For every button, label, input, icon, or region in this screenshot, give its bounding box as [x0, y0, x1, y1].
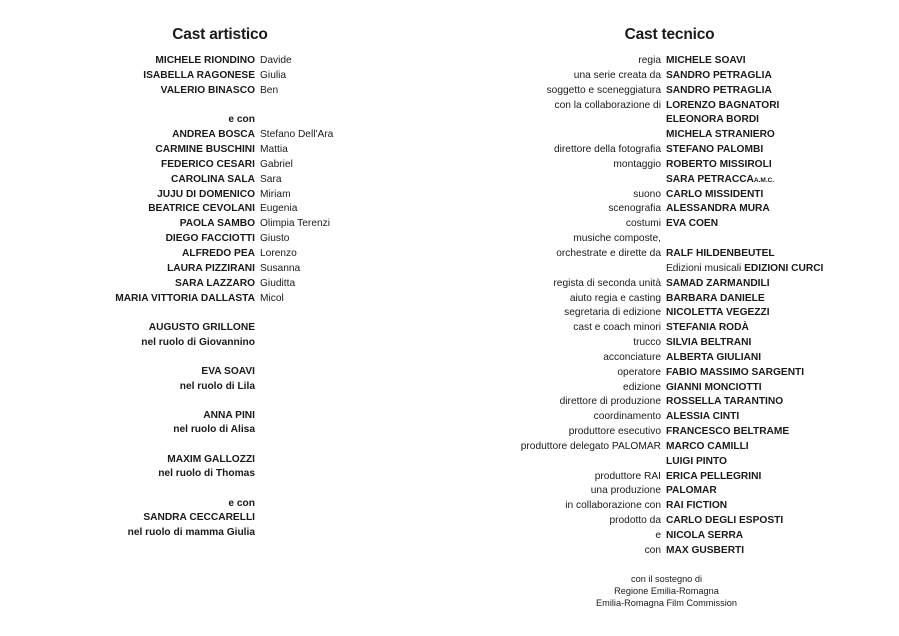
actor-name: MARIA VITTORIA DALLASTA: [115, 292, 255, 304]
crew-name-text: MARCO CAMILLI: [666, 440, 749, 452]
actor-name: MAXIM GALLOZZI: [167, 453, 255, 465]
crew-name: [666, 336, 899, 351]
cast-row: [0, 143, 440, 158]
crew-row: [440, 425, 899, 440]
cast-row: [0, 277, 440, 292]
crew-role: una produzione: [590, 485, 661, 497]
character-name: Stefano Dell'Ara: [260, 129, 334, 141]
crew-role: [440, 173, 666, 188]
crew-row: [440, 366, 899, 381]
crew-name: [666, 351, 899, 366]
crew-row: [440, 440, 899, 455]
character-name: Susanna: [260, 262, 301, 274]
cast-row: [0, 292, 440, 307]
crew-role: coordinamento: [593, 411, 661, 423]
crew-name: [666, 99, 899, 114]
crew-name: [666, 292, 899, 307]
crew-name-text: SANDRO PETRAGLIA: [666, 84, 772, 96]
crew-name: [666, 425, 899, 440]
character-role: nel ruolo di Lila: [179, 380, 255, 392]
special-credit: [0, 321, 255, 350]
character-name: Ben: [260, 84, 279, 96]
crew-role: con: [644, 544, 661, 556]
crew-role: scenografia: [608, 203, 661, 215]
crew-role: acconciature: [603, 351, 661, 363]
crew-name: [666, 321, 899, 336]
crew-name: [666, 232, 899, 247]
cast-row: [0, 173, 440, 188]
crew-role: prodotto da: [609, 515, 661, 527]
crew-row: [440, 202, 899, 217]
crew-row: [440, 529, 899, 544]
actor-name: DIEGO FACCIOTTI: [165, 233, 255, 245]
crew-row: [440, 499, 899, 514]
support-line: Emilia-Romagna Film Commission: [596, 598, 737, 609]
crew-name-text: ALESSANDRA MURA: [666, 203, 770, 215]
character-name: Eugenia: [260, 203, 298, 215]
actor-name: EVA SOAVI: [201, 366, 255, 378]
crew-name: [666, 54, 899, 69]
cast-row: [0, 217, 440, 232]
crew-name-text: PALOMAR: [666, 485, 717, 497]
crew-role: direttore della fotografia: [553, 144, 661, 156]
actor-name: ANNA PINI: [203, 409, 255, 421]
crew-name-text: MICHELE SOAVI: [666, 55, 746, 66]
crew-name: [666, 247, 899, 262]
crew-name-text: FRANCESCO BELTRAME: [666, 426, 790, 438]
crew-name: [666, 262, 899, 277]
crew-name: [666, 277, 899, 292]
actor-name: VALERIO BINASCO: [160, 84, 255, 96]
special-credit: [0, 409, 255, 438]
crew-name-text: SANDRO PETRAGLIA: [666, 69, 772, 81]
crew-name: [666, 113, 899, 128]
character-name: Giulia: [260, 69, 287, 81]
cast-row: [0, 232, 440, 247]
crew-name-text: SAMAD ZARMANDILI: [666, 277, 770, 289]
crew-name-text: RALF HILDENBEUTEL: [666, 247, 775, 259]
crew-role: in collaborazione con: [565, 500, 661, 512]
cast-row: [0, 188, 440, 203]
crew-row: [440, 395, 899, 410]
cast-tecnico-title: Cast tecnico: [624, 26, 715, 43]
crew-role: soggetto e sceneggiatura: [546, 84, 661, 96]
crew-name-text: EDIZIONI CURCI: [744, 262, 824, 274]
crew-role: orchestrate e dirette da: [556, 247, 661, 259]
crew-role: una serie creata da: [573, 69, 661, 81]
crew-role: [440, 262, 666, 277]
cast-row: [0, 69, 440, 84]
crew-row: [440, 232, 899, 247]
crew-role: direttore di produzione: [559, 396, 661, 408]
crew-role: produttore RAI: [594, 470, 661, 482]
actor-name: SARA LAZZARO: [175, 277, 255, 289]
character-role: nel ruolo di Giovannino: [141, 336, 255, 348]
crew-name-text: ROSSELLA TARANTINO: [666, 396, 784, 408]
crew-row: [440, 484, 899, 499]
crew-name-text: STEFANIA RODÀ: [666, 322, 749, 334]
crew-name: [666, 440, 899, 455]
cast-row: [0, 54, 440, 69]
cast-row: [0, 84, 440, 99]
crew-name: [666, 484, 899, 499]
crew-row: [440, 262, 899, 277]
support-credits: [437, 573, 896, 610]
crew-role: edizione: [623, 381, 661, 393]
crew-name-text: MAX GUSBERTI: [666, 544, 745, 556]
actor-name: AUGUSTO GRILLONE: [148, 322, 255, 334]
crew-row: [440, 351, 899, 366]
crew-name: [666, 173, 899, 188]
crew-name-text: ERICA PELLEGRINI: [666, 470, 762, 482]
crew-row: [440, 277, 899, 292]
crew-name: [666, 84, 899, 99]
character-name: Lorenzo: [260, 247, 297, 259]
crew-row: [440, 84, 899, 99]
crew-role: produttore esecutivo: [568, 426, 661, 438]
crew-name: [666, 395, 899, 410]
character-role: nel ruolo di Alisa: [173, 424, 255, 436]
crew-role: segretaria di edizione: [564, 307, 661, 319]
crew-name-text: LORENZO BAGNATORI: [666, 99, 780, 111]
cast-row: [0, 262, 440, 277]
crew-name: [666, 499, 899, 514]
crew-role: [440, 455, 666, 470]
crew-name-text: NICOLETTA VEGEZZI: [666, 307, 770, 319]
actor-name: JUJU DI DOMENICO: [157, 188, 255, 200]
crew-role: musiche composte,: [573, 233, 661, 245]
crew-name: [666, 514, 899, 529]
crew-row: [440, 455, 899, 470]
crew-role: montaggio: [613, 158, 661, 170]
character-name: Mattia: [260, 144, 288, 156]
crew-row: [440, 336, 899, 351]
crew-row: [440, 173, 899, 188]
support-line: Regione Emilia-Romagna: [614, 586, 719, 597]
crew-row: [440, 381, 899, 396]
crew-role: suono: [633, 188, 661, 200]
crew-name: [666, 128, 899, 143]
crew-name-text: SILVIA BELTRANI: [666, 337, 752, 349]
crew-row: [440, 321, 899, 336]
actor-name: ISABELLA RAGONESE: [143, 69, 255, 81]
crew-name-text: NICOLA SERRA: [666, 530, 744, 541]
crew-name: [666, 366, 899, 381]
crew-role: trucco: [633, 337, 661, 349]
e-con-label: e con: [228, 114, 255, 126]
actor-name: ANDREA BOSCA: [172, 129, 255, 141]
crew-role: cast e coach minori: [573, 322, 661, 334]
character-name: Giuditta: [260, 277, 296, 289]
character-name: Olimpia Terenzi: [260, 218, 331, 230]
special-credit: [0, 453, 255, 482]
crew-row: [440, 69, 899, 84]
crew-name: [666, 217, 899, 232]
crew-name-text: MICHELA STRANIERO: [666, 129, 775, 141]
crew-row: [440, 470, 899, 485]
crew-name-text: LUIGI PINTO: [666, 455, 727, 467]
crew-name-prefix: Edizioni musicali: [666, 262, 745, 274]
crew-row: [440, 158, 899, 173]
crew-name-text: ALESSIA CINTI: [666, 411, 740, 423]
character-name: Sara: [260, 173, 282, 185]
support-line: con il sostegno di: [631, 574, 702, 584]
cast-row: [0, 158, 440, 173]
crew-name: [666, 544, 899, 559]
crew-row: [440, 128, 899, 143]
actor-name: MICHELE RIONDINO: [155, 55, 255, 66]
actor-name: BEATRICE CEVOLANI: [148, 203, 255, 215]
crew-row: [440, 306, 899, 321]
crew-name-text: ALBERTA GIULIANI: [666, 351, 762, 363]
actor-name: FEDERICO CESARI: [161, 158, 255, 170]
crew-name: [666, 381, 899, 396]
character-name: Giusto: [260, 233, 290, 245]
crew-name: [666, 410, 899, 425]
crew-name-text: BARBARA DANIELE: [666, 292, 765, 304]
actor-name: LAURA PIZZIRANI: [167, 262, 255, 274]
crew-row: [440, 143, 899, 158]
crew-name-text: EVA COEN: [666, 218, 719, 230]
crew-role: operatore: [617, 366, 661, 378]
crew-row: [440, 99, 899, 114]
actor-name: ALFREDO PEA: [181, 247, 255, 259]
crew-row: [440, 514, 899, 529]
crew-role: aiuto regia e casting: [569, 292, 661, 304]
crew-name-text: SARA PETRACCA: [666, 173, 754, 185]
actor-name: CAROLINA SALA: [171, 173, 255, 185]
character-role: nel ruolo di mamma Giulia: [127, 526, 255, 538]
crew-name-text: ROBERTO MISSIROLI: [666, 158, 772, 170]
crew-name: [666, 188, 899, 203]
crew-name-text: CARLO DEGLI ESPOSTI: [666, 515, 784, 527]
crew-row: [440, 247, 899, 262]
crew-name: [666, 202, 899, 217]
cast-artistico-title: Cast artistico: [172, 26, 268, 43]
special-credit: [0, 365, 255, 394]
character-name: Miriam: [260, 188, 291, 200]
cast-tecnico-list: [440, 54, 899, 559]
crew-name: [666, 470, 899, 485]
cast-row: [0, 247, 440, 262]
crew-name: [666, 143, 899, 158]
crew-role: [440, 128, 666, 143]
crew-name: [666, 69, 899, 84]
crew-name: [666, 529, 899, 544]
cast-row: [0, 202, 440, 217]
crew-role: costumi: [625, 218, 661, 230]
crew-row: [440, 113, 899, 128]
crew-name-text: STEFANO PALOMBI: [666, 144, 764, 156]
final-credit: [0, 497, 255, 541]
character-name: Davide: [260, 55, 292, 66]
crew-role: produttore delegato PALOMAR: [520, 440, 661, 452]
crew-row: [440, 217, 899, 232]
character-role: nel ruolo di Thomas: [158, 468, 255, 480]
crew-row: [440, 54, 899, 69]
crew-role: con la collaborazione di: [554, 99, 661, 111]
crew-name-text: CARLO MISSIDENTI: [666, 188, 764, 200]
cast-artistico-list: [0, 54, 440, 540]
actor-name: SANDRA CECCARELLI: [143, 512, 255, 524]
crew-row: [440, 188, 899, 203]
crew-name-text: ELEONORA BORDI: [666, 114, 760, 126]
crew-name-text: RAI FICTION: [666, 500, 728, 512]
crew-role: regia: [638, 55, 661, 66]
actor-name: CARMINE BUSCHINI: [155, 144, 255, 156]
crew-row: [440, 292, 899, 307]
actor-name: PAOLA SAMBO: [179, 218, 255, 230]
character-name: Micol: [260, 292, 284, 304]
character-name: Gabriel: [260, 158, 293, 170]
crew-name-suffix: A.M.C.: [753, 176, 775, 184]
crew-name-text: GIANNI MONCIOTTI: [666, 381, 762, 393]
crew-role: [440, 113, 666, 128]
crew-name: [666, 306, 899, 321]
crew-role: e: [655, 530, 661, 541]
crew-row: [440, 544, 899, 559]
crew-role: regista di seconda unità: [553, 277, 661, 289]
crew-name: [666, 158, 899, 173]
crew-name: [666, 455, 899, 470]
cast-row: [0, 128, 440, 143]
e-con-label: e con: [228, 497, 255, 509]
crew-name-text: FABIO MASSIMO SARGENTI: [666, 366, 805, 378]
crew-row: [440, 410, 899, 425]
